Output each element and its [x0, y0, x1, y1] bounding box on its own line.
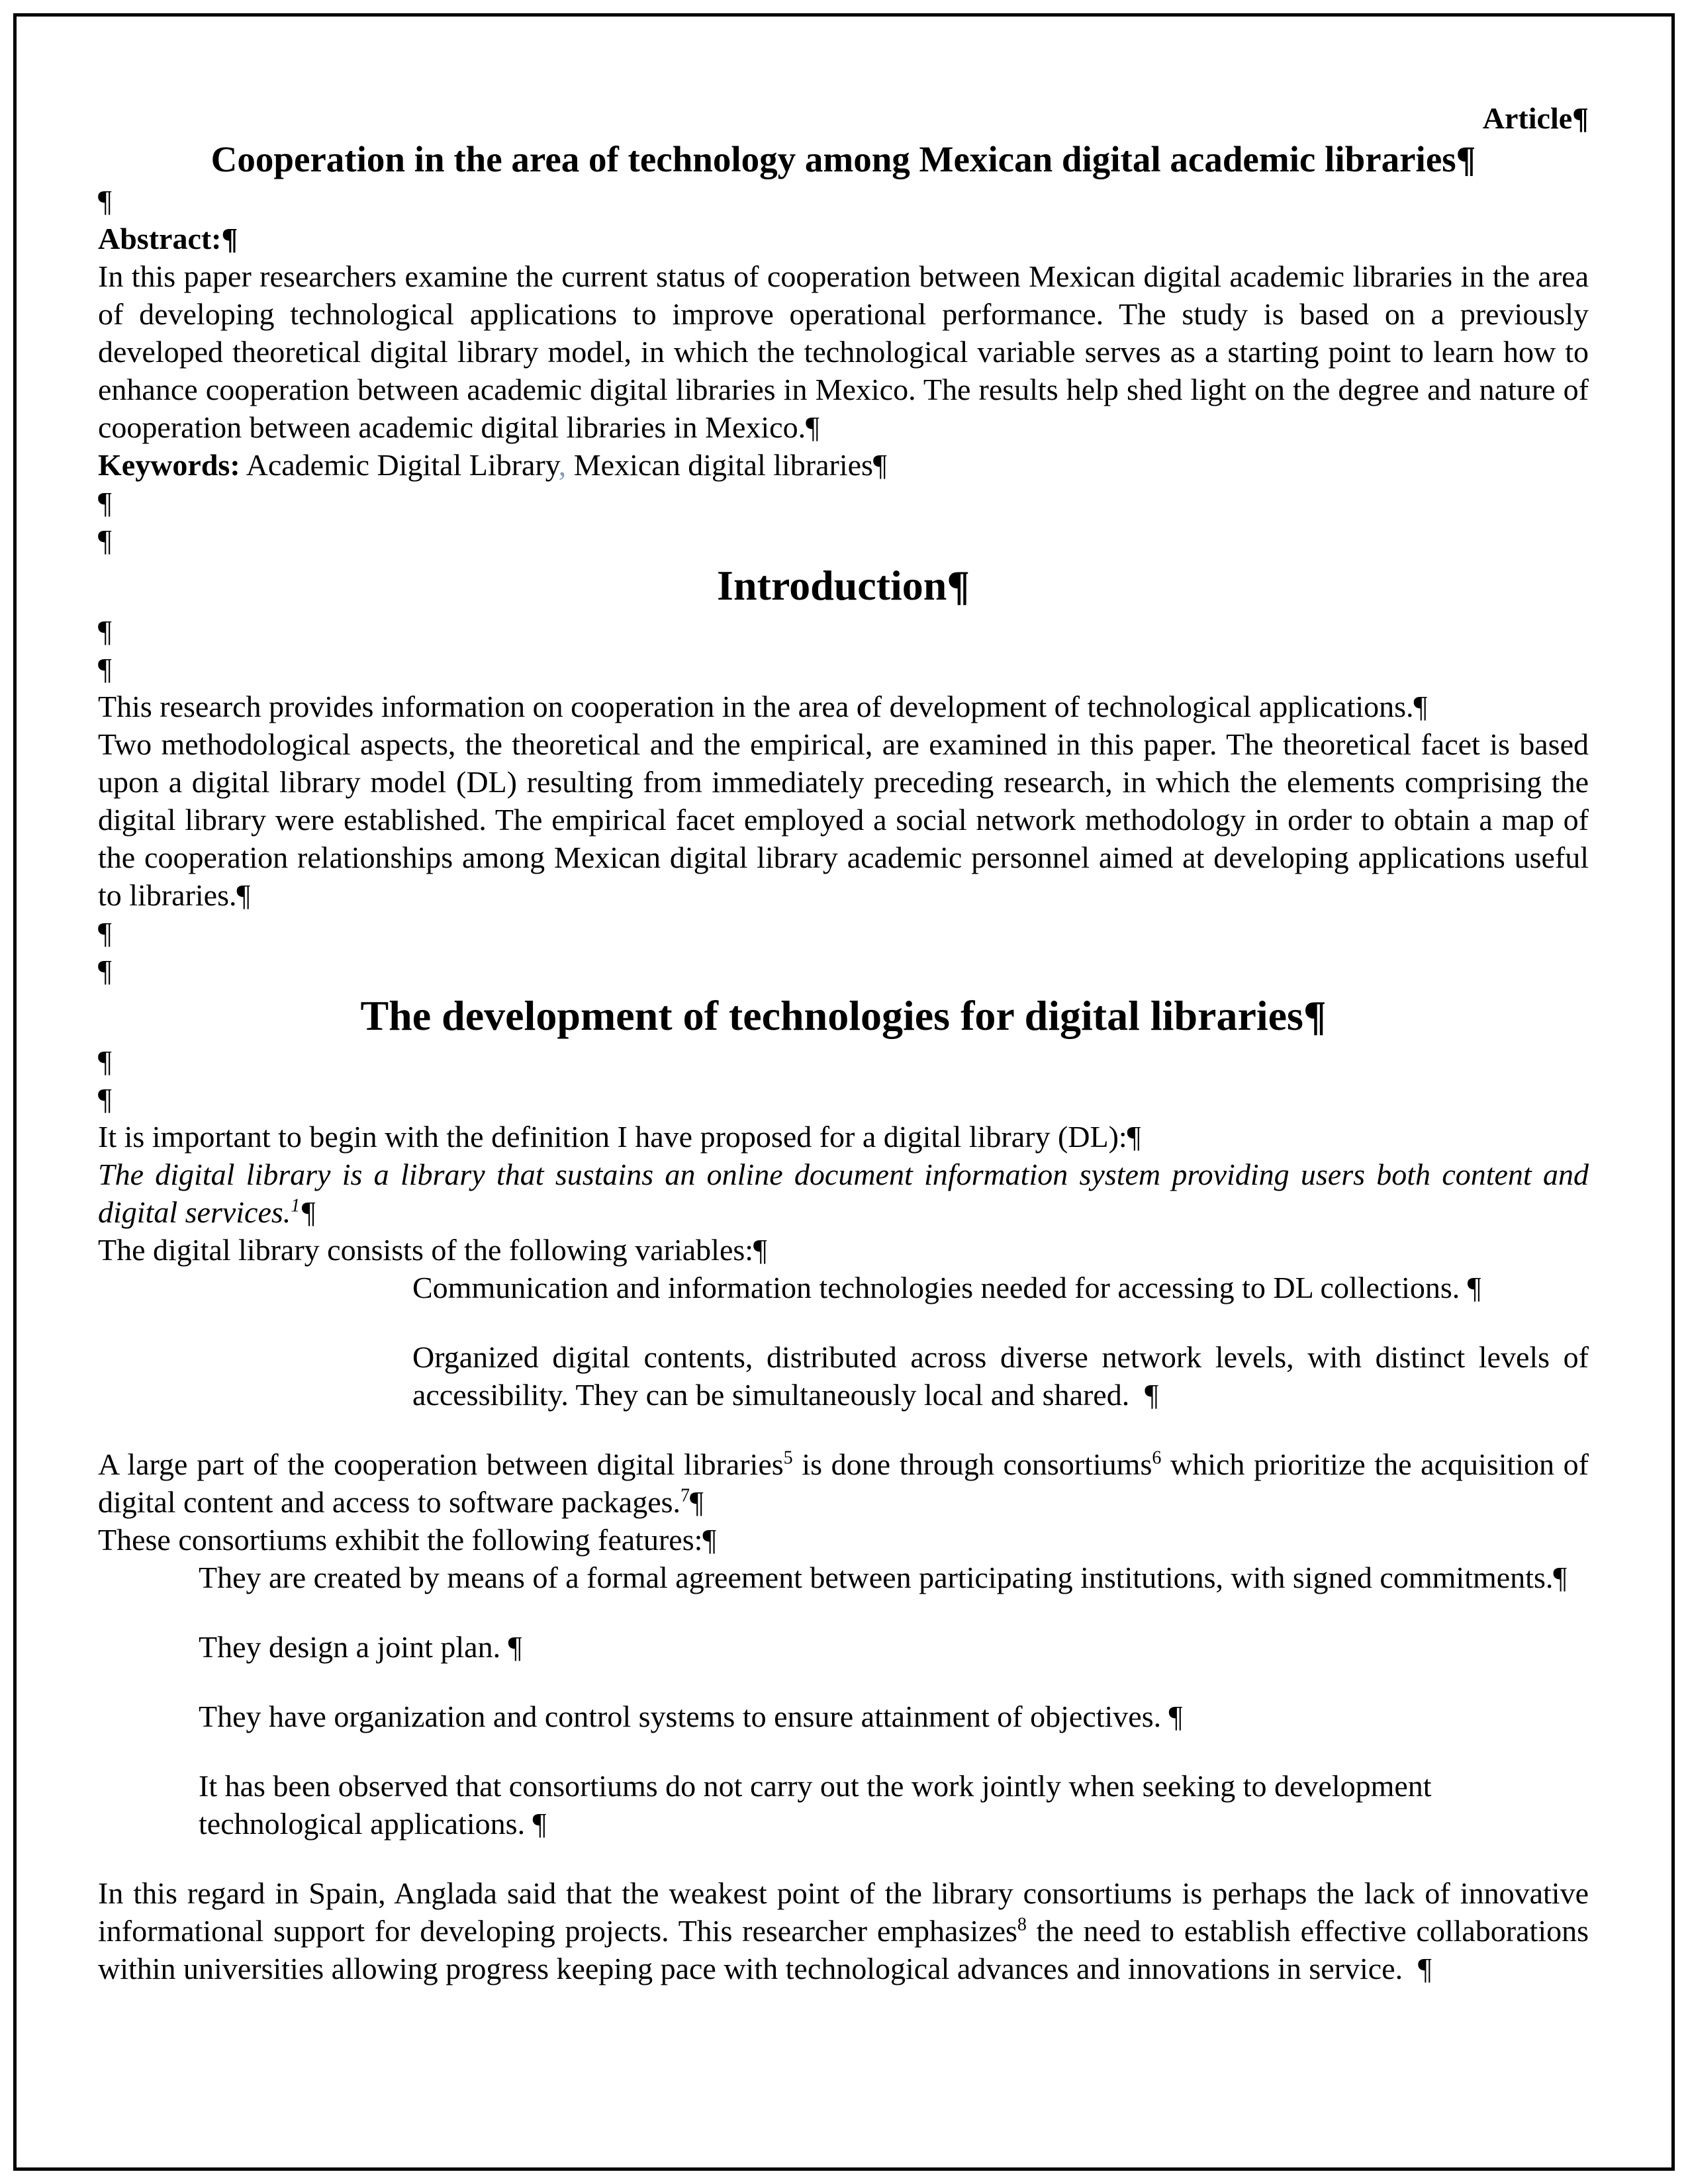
empty-paragraph: ¶: [98, 614, 112, 648]
dl-definition-text: The digital library is a library that sustains an online document information system providing users both content and digital services.: [98, 1158, 1597, 1229]
abstract-body: In this paper researchers examine the current status of cooperation between Mexican digital academic libraries in the area of developing technological applications to improve operational performance. The study is based on a previously developed theoretical digital library model, in which the technological variable serves as a starting point to learn how to enhance cooperation between academic digital libraries in Mexico. The results help shed light on the degree and nature of cooperation between academic digital libraries in Mexico.¶: [98, 259, 1597, 444]
keywords-label: Keywords:: [98, 448, 240, 482]
features-intro: These consortiums exhibit the following features:¶: [98, 1523, 717, 1557]
variable-item-communication: Communication and information technologies needed for accessing to DL collections. ¶: [412, 1271, 1481, 1304]
empty-paragraph: ¶: [98, 652, 112, 686]
consortium-pilcrow: ¶: [690, 1485, 704, 1519]
keywords-text-1: Academic Digital Library: [240, 448, 559, 482]
consortium-text-1: A large part of the cooperation between digital libraries: [98, 1447, 784, 1481]
variables-intro: The digital library consists of the following variables:¶: [98, 1233, 767, 1267]
consortium-text-2: is done through consortiums: [792, 1447, 1152, 1481]
dl-definition-pilcrow: ¶: [300, 1195, 316, 1229]
anglada-text-1: In this regard in Spain, Anglada said that the weakest point of the library consortiums is perhaps the lack of innovative informational support for developing projects. This researcher emphasizes: [98, 1876, 1597, 1948]
footnote-ref-5: 5: [783, 1447, 793, 1469]
abstract-heading: Abstract:¶: [98, 222, 238, 255]
empty-paragraph: ¶: [98, 184, 112, 218]
introduction-paragraph-2: Two methodological aspects, the theoretical and the empirical, are examined in this paper. The theoretical facet is based upon a digital library model (DL) resulting from immediately preceding research, in which the elements comprising the digital library were established. The empirical facet employed a social network methodology in order to obtain a map of the cooperation relationships among Mexican digital library academic personnel aimed at developing applications useful to libraries.¶: [98, 727, 1597, 912]
keywords-comma: ,: [558, 448, 567, 482]
feature-item-joint-plan: They design a joint plan. ¶: [199, 1630, 522, 1664]
empty-paragraph: ¶: [98, 1082, 112, 1116]
definition-intro: It is important to begin with the definition I have proposed for a digital library (DL):¶: [98, 1120, 1141, 1154]
consortium-text-3: which prioritize the acquisition of digital content and access to software packages.: [98, 1447, 1597, 1519]
footnote-ref-8: 8: [1017, 1914, 1027, 1935]
footnote-ref-6: 6: [1152, 1447, 1162, 1469]
variable-item-contents: Organized digital contents, distributed across diverse network levels, with distinct levels of accessibility. They can be simultaneously local and shared. ¶: [412, 1340, 1597, 1412]
empty-paragraph: ¶: [98, 523, 112, 557]
empty-paragraph: ¶: [98, 916, 112, 950]
anglada-paragraph: [98, 1874, 1597, 1987]
dl-definition: [98, 1156, 1597, 1231]
document-title: Cooperation in the area of technology among Mexican digital academic libraries¶: [211, 139, 1476, 179]
consortium-paragraph: [98, 1445, 1597, 1521]
document-content: [98, 99, 1597, 1987]
footnote-ref-7: 7: [680, 1485, 690, 1506]
empty-paragraph: ¶: [98, 486, 112, 520]
footnote-ref-1: 1: [291, 1195, 301, 1216]
article-label: Article¶: [1482, 101, 1589, 135]
feature-item-observation: It has been observed that consortiums do not carry out the work jointly when seeking to development technological applications. ¶: [199, 1769, 1440, 1841]
empty-paragraph: ¶: [98, 954, 112, 987]
section-heading-development: The development of technologies for digital libraries¶: [360, 992, 1327, 1039]
section-heading-introduction: Introduction¶: [717, 562, 970, 609]
feature-item-organization: They have organization and control systems to ensure attainment of objectives. ¶: [199, 1700, 1183, 1733]
keywords-line: [98, 446, 1589, 484]
keywords-text-2: Mexican digital libraries¶: [566, 448, 887, 482]
empty-paragraph: ¶: [98, 1044, 112, 1078]
feature-item-agreement: They are created by means of a formal agreement between participating institutions, with signed commitments.¶: [199, 1561, 1568, 1594]
anglada-text-2: the need to establish effective collaborations within universities allowing progress keeping pace with technological advances and innovations in service. ¶: [98, 1914, 1597, 1985]
introduction-paragraph-1: This research provides information on cooperation in the area of development of technological applications.¶: [98, 690, 1428, 723]
